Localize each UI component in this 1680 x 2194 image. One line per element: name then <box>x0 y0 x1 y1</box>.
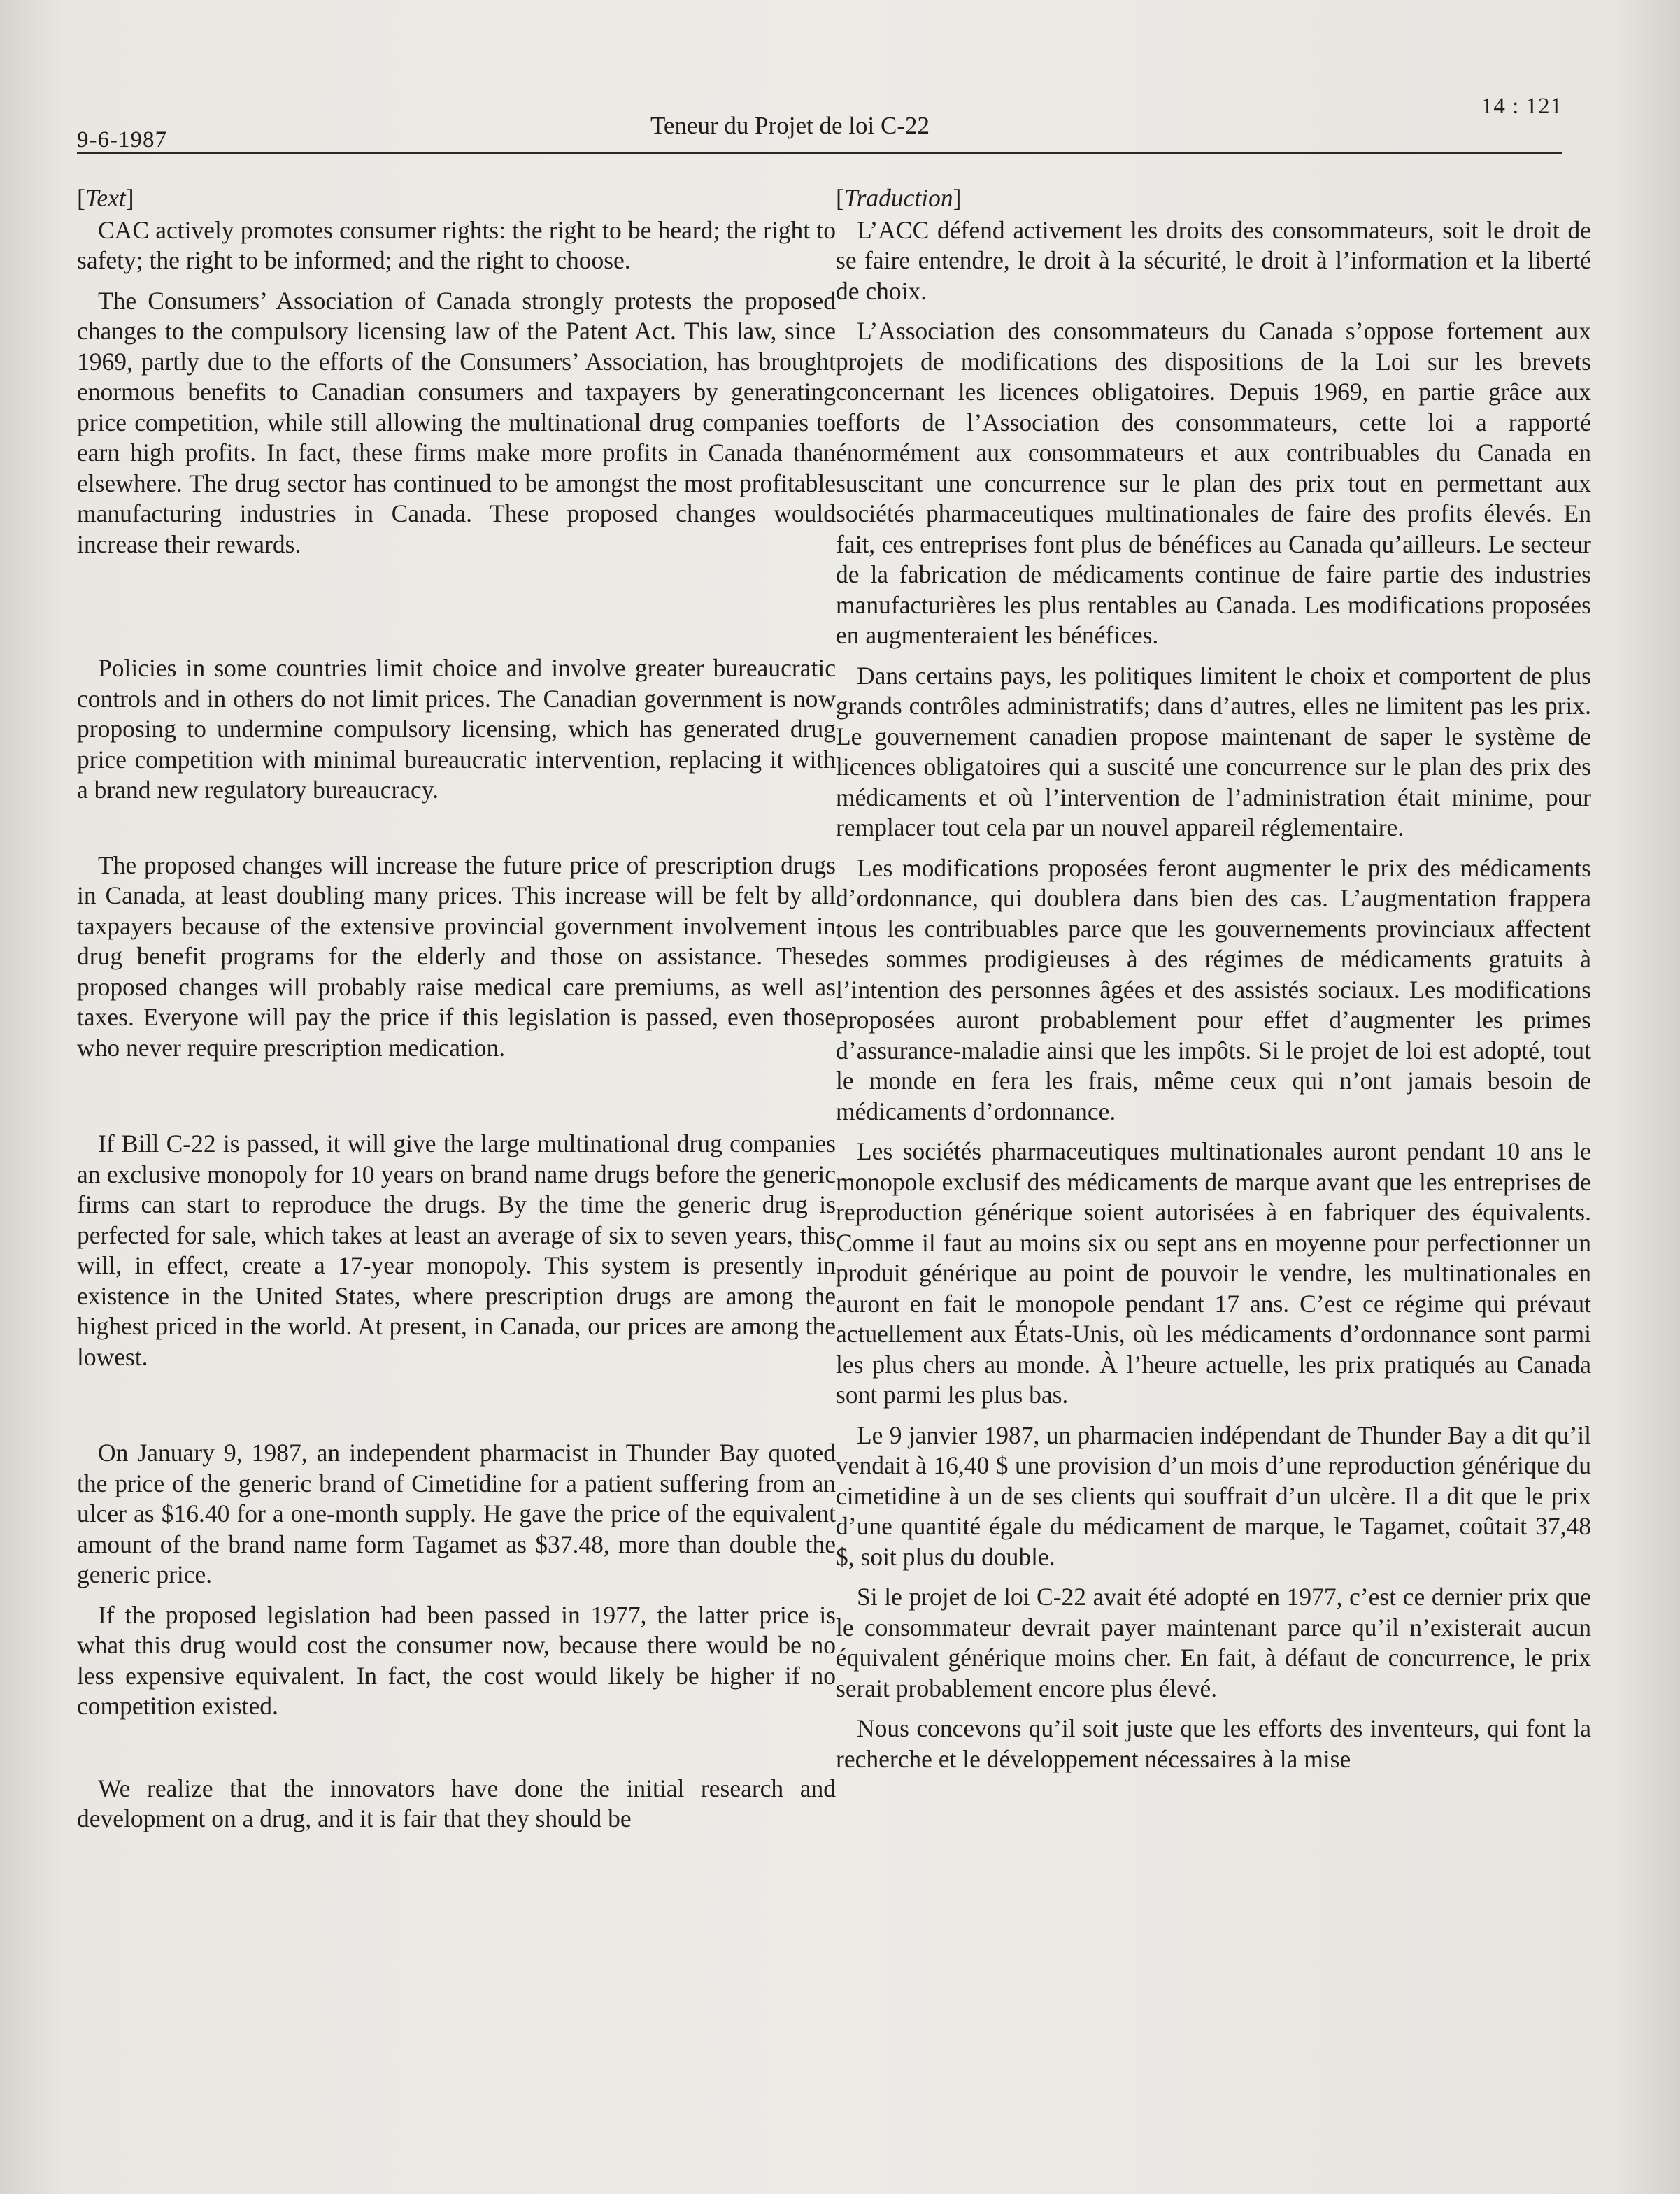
english-column-label: [Text] <box>77 184 134 212</box>
en-paragraph-8: We realize that the innovators have done the initial research and development on a drug, and it is fair that they should be <box>77 1774 836 1832</box>
en-paragraph-4: The proposed changes will increase the future price of prescription drugs in Canada, at least doubling many prices. This increase will be felt by all taxpayers because of the extensive provincial government involvement in drug benefit programs for the elderly and those on assistance. These proposed changes will probably raise medical care premiums, as well as taxes. Everyone will pay the price if this legislation is passed, even those who never require prescription medication. <box>77 850 836 1062</box>
fr-paragraph-1: L’ACC défend activement les droits des consommateurs, soit le droit de se faire entendre, le droit à la sécurité, le droit à l’information et la liberté de choix. <box>836 215 1591 305</box>
french-column <box>836 183 1591 1784</box>
en-paragraph-6: On January 9, 1987, an independent pharmacist in Thunder Bay quoted the price of the generic brand of Cimetidine for a patient suffering from an ulcer as $16.40 for a one-month supply. He gave the price of the equivalent amount of the brand name form Tagamet as $37.48, more than double the generic price. <box>77 1439 836 1588</box>
fr-paragraph-8: Nous concevons qu’il soit juste que les efforts des inventeurs, qui font la recherche et le développement nécessaires à la mise <box>836 1714 1591 1773</box>
fr-paragraph-7: Si le projet de loi C-22 avait été adopté en 1977, c’est ce dernier prix que le consommateur devrait payer maintenant parce qu’il n’existerait aucun équivalent générique moins cher. En fait, à défaut de concurrence, le prix serait probablement encore plus élevé. <box>836 1583 1591 1702</box>
en-paragraph-7: If the proposed legislation had been passed in 1977, the latter price is what this drug would cost the consumer now, because there would be no less expensive equivalent. In fact, the cost would likely be higher if no competition existed. <box>77 1600 836 1720</box>
en-paragraph-5: If Bill C-22 is passed, it will give the large multinational drug companies an exclusive monopoly for 10 years on brand name drugs before the generic firms can start to reproduce the drugs. By the time the generic drug is perfected for sale, which takes at least an average of six to seven years, this will, in effect, create a 17-year monopoly. This system is presently in existence in the United States, where prescription drugs are among the highest priced in the world. At present, in Canada, our prices are among the lowest. <box>77 1130 836 1371</box>
fr-paragraph-5: Les sociétés pharmaceutiques multinationales auront pendant 10 ans le monopole exclusif des médicaments de marque avant que les entreprises de reproduction générique soient autorisées à en fabriquer des équivalents. Comme il faut au moins six ou sept ans en moyenne pour perfectionner un produit générique au point de pouvoir le vendre, les multinationales en auront en fait le monopole pendant 17 ans. C’est ce régime qui prévaut actuellement aux États-Unis, où les médicaments d’ordonnance sont parmi les plus chers au monde. À l’heure actuelle, les prix pratiqués au Canada sont parmi les plus bas. <box>836 1137 1591 1409</box>
header-rule <box>77 152 1562 154</box>
en-paragraph-3: Policies in some countries limit choice and involve greater bureaucratic controls and in others do not limit prices. The Canadian government is now proposing to undermine compulsory licensing, which has generated drug price competition with minimal bureaucratic intervention, replacing it with a brand new regulatory bureaucracy. <box>77 654 836 804</box>
en-paragraph-2: The Consumers’ Association of Canada strongly protests the proposed changes to the compulsory licensing law of the Patent Act. This law, since 1969, partly due to the efforts of the Consumers’ Association, has brought enormous benefits to Canadian consumers and taxpayers by generating price competition, while still allowing the multinational drug companies to earn high profits. In fact, these firms make more profits in Canada than elsewhere. The drug sector has continued to be amongst the most profitable manufacturing industries in Canada. These proposed changes would increase their rewards. <box>77 286 836 558</box>
en-paragraph-1: CAC actively promotes consumer rights: the right to be heard; the right to safety; the right to be informed; and the right to choose. <box>77 215 836 274</box>
fr-paragraph-4: Les modifications proposées feront augmenter le prix des médicaments d’ordonnance, qui doublera dans bien des cas. L’augmentation frappera tous les contribuables parce que les gouvernements provinciaux affectent des sommes prodigieuses à des régimes de médicaments gratuits à l’intention des personnes âgées et des assistés sociaux. Les modifications proposées auront probablement pour effet d’augmenter les primes d’assurance-maladie ainsi que les impôts. Si le projet de loi est adopté, tout le monde en fera les frais, même ceux qui n’ont jamais besoin de médicaments d’ordonnance. <box>836 853 1591 1125</box>
fr-paragraph-3: Dans certains pays, les politiques limitent le choix et comportent de plus grands contrôles administratifs; dans d’autres, elles ne limitent pas les prix. Le gouvernement canadien propose maintenant de saper le système de licences obligatoires qui a suscité une concurrence sur le plan des prix des médicaments et où l’intervention de l’administration était minime, pour remplacer tout cela par un nouvel appareil réglementaire. <box>836 661 1591 841</box>
english-column <box>77 183 836 1844</box>
header-date: 9-6-1987 <box>77 127 167 152</box>
fr-paragraph-2: L’Association des consommateurs du Canada s’oppose fortement aux projets de modifications des dispositions de la Loi sur les brevets concernant les licences obligatoires. Depuis 1969, en partie grâce aux efforts de l’Association des consommateurs, cette loi a rapporté énormément aux consommateurs et aux contribuables du Canada en suscitant une concurrence sur le plan des prix tout en permettant aux sociétés pharmaceutiques multinationales de faire des profits élevés. En fait, ces entreprises font plus de bénéfices au Canada qu’ailleurs. Le secteur de la fabrication de médicaments continue de faire partie des industries manufacturières les plus rentables au Canada. Les modifications proposées en augmenteraient les bénéfices. <box>836 317 1591 649</box>
header-title: Teneur du Projet de loi C-22 <box>650 112 930 139</box>
header-page-number: 14 : 121 <box>1481 94 1562 119</box>
fr-paragraph-6: Le 9 janvier 1987, un pharmacien indépendant de Thunder Bay a dit qu’il vendait à 16,40 $ une provision d’un mois d’une reproduction générique du cimetidine à un de ses clients qui souffrait d’un ulcère. Il a dit que le prix d’une quantité égale du médicament de marque, le Tagamet, coûtait 37,48 $, soit plus du double. <box>836 1420 1591 1571</box>
french-column-label: [Traduction] <box>836 184 962 212</box>
page-header <box>77 84 1562 161</box>
